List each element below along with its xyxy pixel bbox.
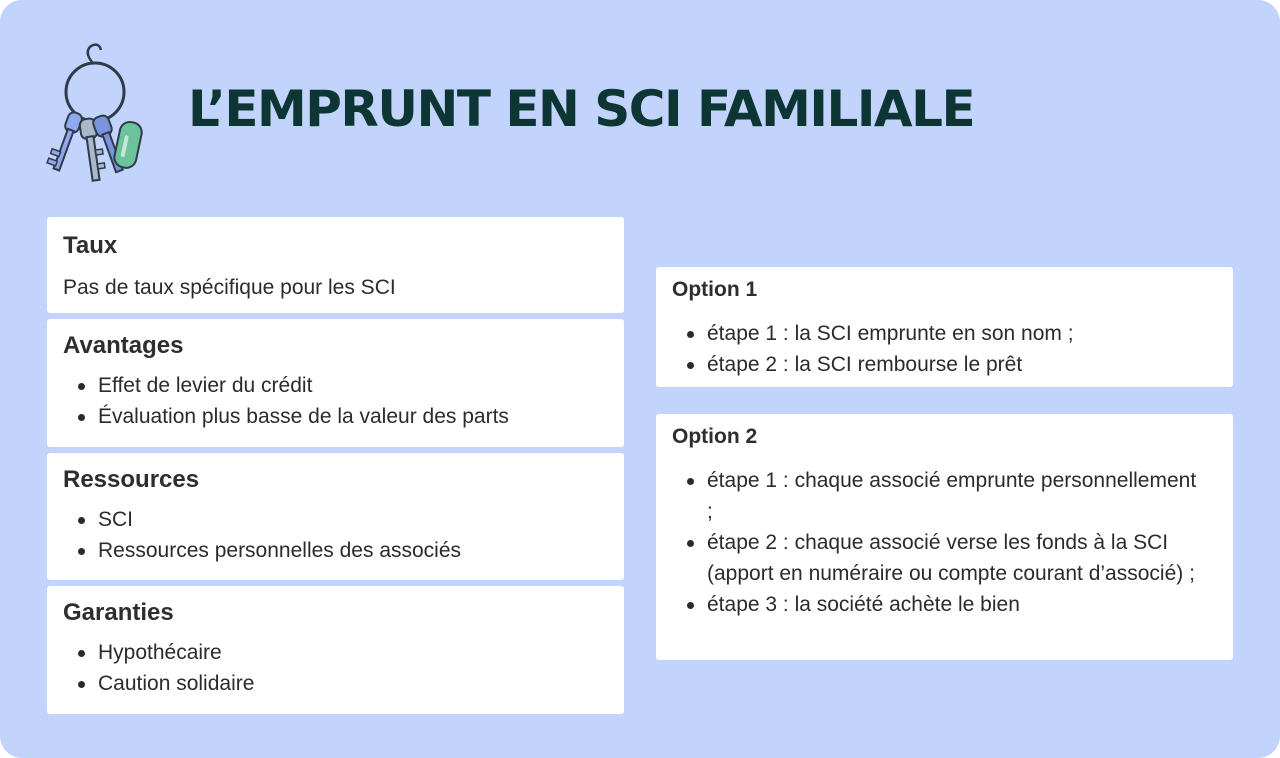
list-item: Hypothécaire — [98, 637, 608, 668]
card-option-1 — [656, 267, 1233, 387]
list-item: SCI — [98, 504, 608, 535]
option-heading: Option 1 — [672, 278, 758, 301]
card-heading: Taux — [63, 232, 118, 259]
list-item: étape 3 : la société achète le bien — [707, 589, 1217, 620]
bullet-list — [63, 370, 608, 432]
card-heading: Garanties — [63, 599, 174, 626]
option-heading: Option 2 — [672, 425, 758, 448]
card-text: Pas de taux spécifique pour les SCI — [63, 276, 396, 299]
card-ressources — [47, 453, 624, 580]
card-taux — [47, 217, 624, 313]
list-item: Ressources personnelles des associés — [98, 535, 608, 566]
page-title: L’EMPRUNT EN SCI FAMILIALE — [188, 80, 975, 138]
bullet-list — [63, 504, 608, 566]
card-option-2 — [656, 414, 1233, 660]
card-heading: Avantages — [63, 332, 184, 359]
card-avantages — [47, 319, 624, 447]
list-item: étape 2 : la SCI rembourse le prêt — [707, 349, 1217, 380]
card-heading: Ressources — [63, 466, 200, 493]
list-item: Évaluation plus basse de la valeur des parts — [98, 401, 608, 432]
list-item: étape 1 : chaque associé emprunte personnellement ; — [707, 465, 1217, 527]
bullet-list — [672, 318, 1217, 380]
key-ring-icon — [40, 40, 150, 190]
list-item: étape 2 : chaque associé verse les fonds à la SCI (apport en numéraire ou compte courant d’associé) ; — [707, 527, 1217, 589]
list-item: Caution solidaire — [98, 668, 608, 699]
bullet-list — [672, 465, 1217, 620]
bullet-list — [63, 637, 608, 699]
card-garanties — [47, 586, 624, 714]
list-item: Effet de levier du crédit — [98, 370, 608, 401]
list-item: étape 1 : la SCI emprunte en son nom ; — [707, 318, 1217, 349]
